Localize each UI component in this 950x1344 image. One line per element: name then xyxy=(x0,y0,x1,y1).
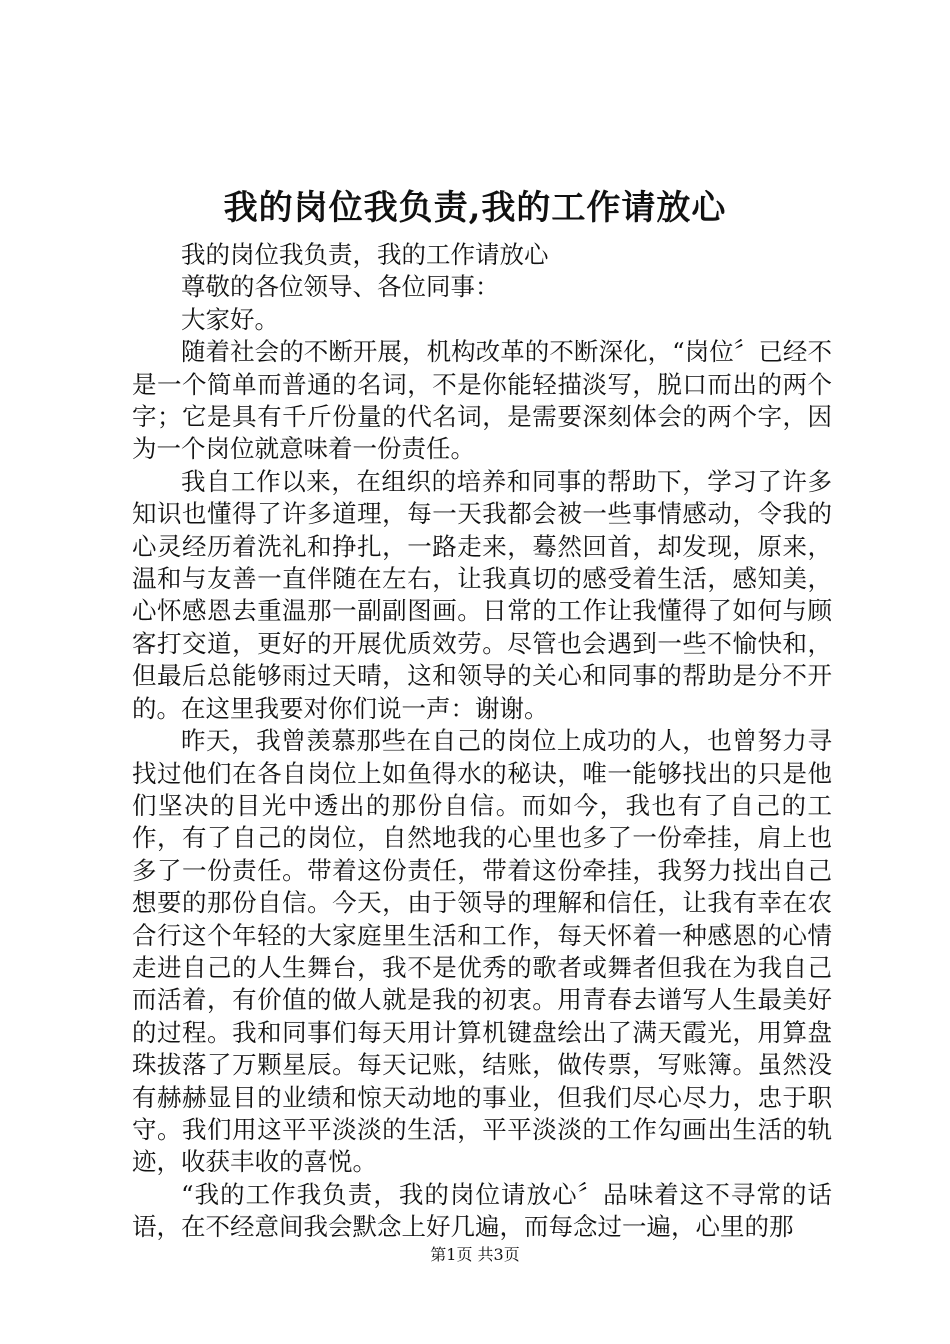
page-footer: 第1页 共3页 xyxy=(430,1245,520,1264)
document-body xyxy=(132,239,832,1244)
paragraph: 昨天，我曾羡慕那些在自己的岗位上成功的人，也曾努力寻找过他们在各自岗位上如鱼得水的秘诀，唯一能够找出的只是他们坚决的目光中透出的那份自信。而如今，我也有了自己的工作，有了自己的岗位，自然地我的心里也多了一份牵挂，肩上也多了一份责任。带着这份责任，带着这份牵挂，我努力找出自己想要的那份自信。今天，由于领导的理解和信任，让我有幸在农合行这个年轻的大家庭里生活和工作，每天怀着一种感恩的心情走进自己的人生舞台，我不是优秀的歌者或舞者但我在为我自己而活着，有价值的做人就是我的初衷。用青春去谱写人生最美好的过程。我和同事们每天用计算机键盘绘出了满天霞光，用算盘珠拔落了万颗星辰。每天记账，结账，做传票，写账簿。虽然没有赫赫显目的业绩和惊天动地的事业，但我们尽心尽力，忠于职守。我们用这平平淡淡的生活，平平淡淡的工作勾画出生活的轨迹，收获丰收的喜悦。 xyxy=(132,726,832,1177)
paragraph-salutation: 尊敬的各位领导、各位同事： xyxy=(181,272,500,302)
paragraph: 我自工作以来，在组织的培养和同事的帮助下，学习了许多知识也懂得了许多道理，每一天我都会被一些事情感动，令我的心灵经历着洗礼和挣扎，一路走来，蓦然回首，却发现，原来，温和与友善一直伴随在左右，让我真切的感受着生活，感知美，心怀感恩去重温那一副副图画。日常的工作让我懂得了如何与顾客打交道，更好的开展优质效劳。尽管也会遇到一些不愉快和，但最后总能够雨过天晴，这和领导的关心和同事的帮助是分不开的。在这里我要对你们说一声：谢谢。 xyxy=(132,466,832,723)
paragraph: 随着社会的不断开展，机构改革的不断深化，“岗位〞已经不是一个简单而普通的名词，不是你能轻描淡写，脱口而出的两个字；它是具有千斤份量的代名词，是需要深刻体会的两个字，因为一个岗位就意味着一份责任。 xyxy=(132,337,832,464)
paragraph: “我的工作我负责，我的岗位请放心〞品味着这不寻常的话语，在不经意间我会默念上好几遍，而每念过一遍，心里的那 xyxy=(132,1179,832,1242)
paragraph-greeting: 大家好。 xyxy=(181,304,279,334)
document-title: 我的岗位我负责,我的工作请放心 xyxy=(223,188,727,228)
paragraph-subtitle: 我的岗位我负责，我的工作请放心 xyxy=(181,240,549,269)
